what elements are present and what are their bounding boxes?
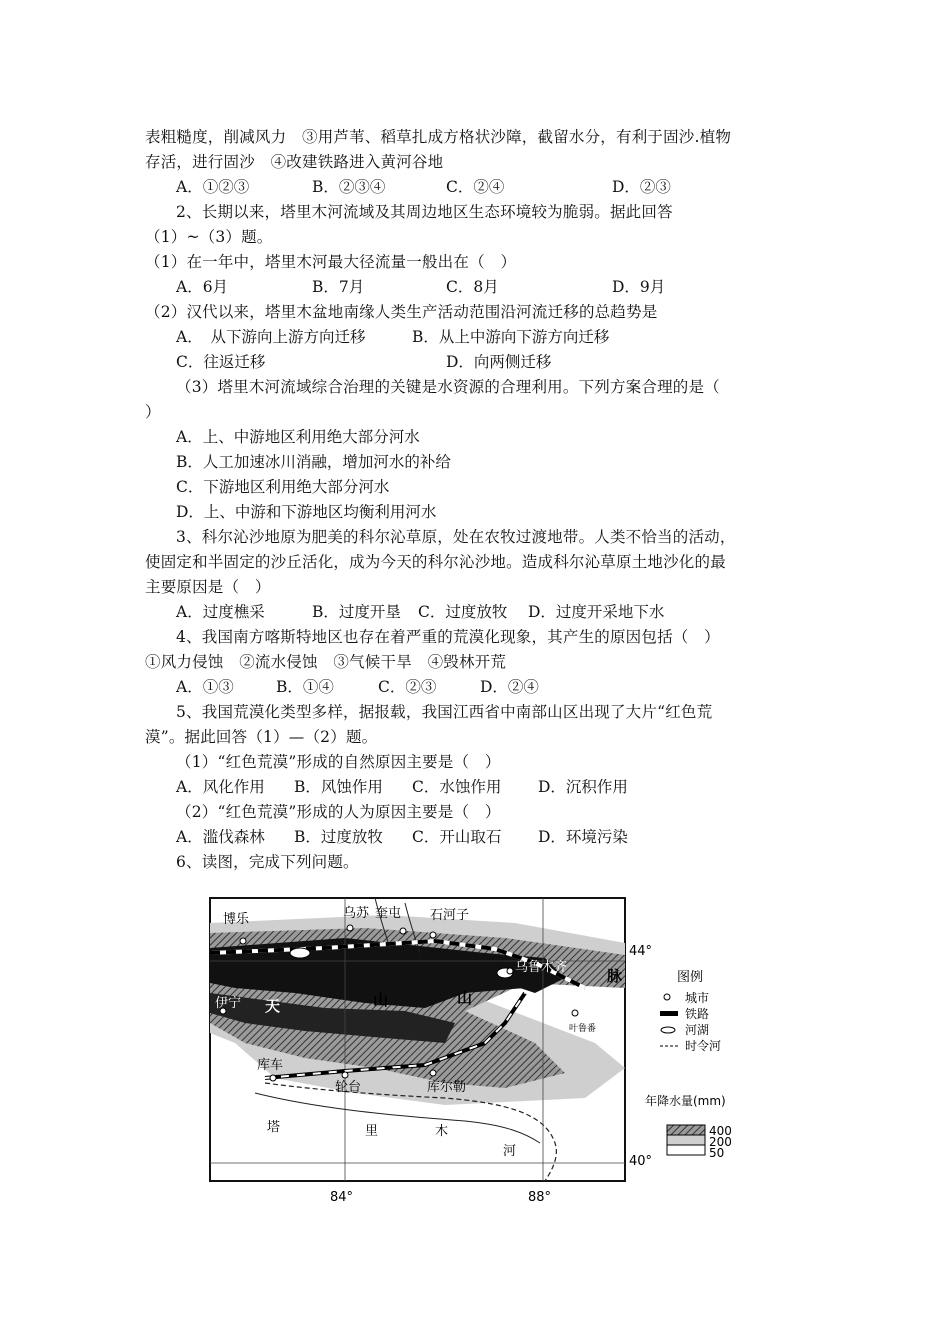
label-lat-44: 44° [629, 944, 653, 959]
label-he: 河 [503, 1144, 517, 1159]
legend-precip-200 [667, 1135, 705, 1145]
q2-sub2-option-d: D．向两侧迁移 [446, 353, 552, 371]
city-bole [240, 938, 246, 944]
q5-sub1-option-a: A．风化作用 [176, 778, 265, 796]
label-bole: 博乐 [223, 912, 250, 927]
q3-option-a: A．过度樵采 [176, 603, 265, 621]
q4-option-d: D．②④ [480, 678, 539, 696]
q3-stem-line3: 主要原因是（ ） [145, 578, 271, 596]
q2-sub1-option-d: D．9月 [612, 278, 666, 296]
label-lat-40: 40° [629, 1154, 653, 1169]
q2-sub3-option-d: D．上、中游和下游地区均衡利用河水 [176, 503, 437, 521]
q2-sub2-option-a: A． 从下游向上游方向迁移 [176, 328, 366, 346]
q4-stem: 4、我国南方喀斯特地区也存在着严重的荒漠化现象，其产生的原因包括（ ） [176, 628, 720, 646]
q2-sub1-option-b: B．7月 [312, 278, 365, 296]
legend-title: 图例 [677, 970, 704, 985]
label-yining: 伊宁 [215, 996, 242, 1011]
q5-sub1-stem: （1）“红色荒漠”形成的自然原因主要是（ ） [176, 753, 501, 771]
q5-sub1-option-d: D．沉积作用 [538, 778, 628, 796]
legend-value-200: 200 [709, 1135, 732, 1149]
q1-tail-line1: 表粗糙度，削减风力 ③用芦苇、稻草扎成方格状沙障，截留水分，有利于固沙.植物 [145, 128, 732, 146]
q2-sub1-stem: （1）在一年中，塔里木河最大径流量一般出在（ ） [145, 253, 517, 271]
legend-railway: 铁路 [685, 1007, 710, 1021]
legend-value-400: 400 [709, 1124, 732, 1138]
city-kuqa [270, 1075, 276, 1081]
q2-stem-line2: （1）~（3）题。 [145, 228, 273, 246]
city-luntai [342, 1072, 348, 1078]
label-kuitun: 奎屯 [375, 906, 402, 921]
tianshan-precipitation-map [205, 893, 765, 1211]
q1-option-c: C．②④ [446, 178, 505, 196]
label-shan-2: 山 [457, 989, 473, 1007]
legend-railway-symbol [660, 1011, 678, 1016]
legend-lake-symbol [661, 1027, 675, 1033]
q4-items: ①风力侵蚀 ②流水侵蚀 ③气候干旱 ④毁林开荒 [145, 653, 507, 671]
q2-sub3-option-a: A．上、中游地区利用绝大部分河水 [176, 428, 420, 446]
q5-sub2-option-c: C．开山取石 [412, 828, 502, 846]
q2-sub3-stem-line1: （3）塔里木河流域综合治理的关键是水资源的合理利用。下列方案合理的是（ [176, 378, 720, 396]
label-tian: 天 [265, 997, 281, 1015]
q2-sub2-stem: （2）汉代以来，塔里木盆地南缘人类生产活动范围沿河流迁移的总趋势是 [145, 303, 658, 321]
label-lon-88: 88° [528, 1190, 552, 1205]
label-mu: 木 [435, 1124, 449, 1139]
q5-sub2-option-d: D．环境污染 [538, 828, 628, 846]
q3-stem-line2: 使固定和半固定的沙丘活化，成为今天的科尔沁沙地。造成科尔沁草原土地沙化的最 [145, 553, 726, 571]
legend-city-symbol [664, 994, 670, 1000]
q1-option-d: D．②③ [612, 178, 671, 196]
q2-sub2-option-c: C．往返迁移 [176, 353, 266, 371]
q1-option-a: A．①②③ [176, 178, 250, 196]
q4-option-b: B．①④ [276, 678, 334, 696]
q2-stem-line1: 2、长期以来，塔里木河流域及其周边地区生态环境较为脆弱。据此回答 [176, 203, 673, 221]
q3-option-c: C．过度放牧 [418, 603, 508, 621]
city-korla [430, 1070, 436, 1076]
legend-precip-title: 年降水量(mm) [645, 1094, 726, 1108]
q6-stem: 6、读图，完成下列问题。 [176, 853, 359, 871]
label-wusu: 乌苏 [343, 906, 370, 921]
label-shihezi: 石河子 [430, 908, 470, 923]
city-shihezi [430, 932, 436, 938]
q5-sub1-option-c: C．水蚀作用 [412, 778, 502, 796]
label-lon-84: 84° [330, 1190, 354, 1205]
q5-sub2-option-b: B．过度放牧 [294, 828, 383, 846]
label-korla: 库尔勒 [427, 1080, 467, 1095]
q4-option-c: C．②③ [378, 678, 437, 696]
q1-tail-line2: 存活，进行固沙 ④改建铁路进入黄河谷地 [145, 153, 444, 171]
legend-value-50: 50 [709, 1146, 725, 1160]
label-ta: 塔 [267, 1120, 281, 1135]
label-turpan: 叶鲁番 [569, 1024, 597, 1034]
legend-city: 城市 [685, 991, 710, 1005]
label-li: 里 [365, 1124, 379, 1139]
q5-stem-line1: 5、我国荒漠化类型多样，据报载，我国江西省中南部山区出现了大片“红色荒 [176, 703, 713, 721]
q2-sub3-stem-line2: ） [145, 403, 161, 421]
q5-sub2-option-a: A．滥伐森林 [176, 828, 265, 846]
q4-option-a: A．①③ [176, 678, 234, 696]
q2-sub3-option-c: C．下游地区利用绝大部分河水 [176, 478, 390, 496]
label-urumqi: 乌鲁木齐 [515, 960, 568, 975]
legend-precip-400 [667, 1125, 705, 1135]
legend-precip-50 [667, 1145, 705, 1155]
legend-seasonal: 时令河 [685, 1039, 722, 1053]
q5-stem-line2: 漠”。据此回答（1）—（2）题。 [145, 728, 378, 746]
q3-stem-line1: 3、科尔沁沙地原为肥美的科尔沁草原，处在农牧过渡地带。人类不恰当的活动， [176, 528, 736, 546]
city-turpan [572, 1010, 578, 1016]
label-mai: 脉 [607, 967, 623, 985]
label-luntai: 轮台 [335, 1080, 362, 1095]
legend-lake: 河湖 [685, 1023, 710, 1037]
q5-sub2-stem: （2）“红色荒漠”形成的人为原因主要是（ ） [176, 803, 501, 821]
q2-sub3-option-b: B．人工加速冰川消融，增加河水的补给 [176, 453, 451, 471]
label-shan-1: 山 [373, 991, 389, 1009]
city-wusu [347, 925, 353, 931]
q1-option-b: B．②③④ [312, 178, 386, 196]
city-kuitun [400, 928, 406, 934]
q2-sub1-option-a: A．6月 [176, 278, 229, 296]
q2-sub1-option-c: C．8月 [446, 278, 499, 296]
city-urumqi [507, 968, 513, 974]
q2-sub2-option-b: B．从上中游向下游方向迁移 [412, 328, 610, 346]
map-legend [645, 970, 732, 1160]
q3-option-b: B．过度开垦 [312, 603, 401, 621]
lake-1 [290, 948, 310, 958]
q5-sub1-option-b: B．风蚀作用 [294, 778, 383, 796]
label-kuqa: 库车 [257, 1058, 284, 1073]
q3-option-d: D．过度开采地下水 [528, 603, 665, 621]
